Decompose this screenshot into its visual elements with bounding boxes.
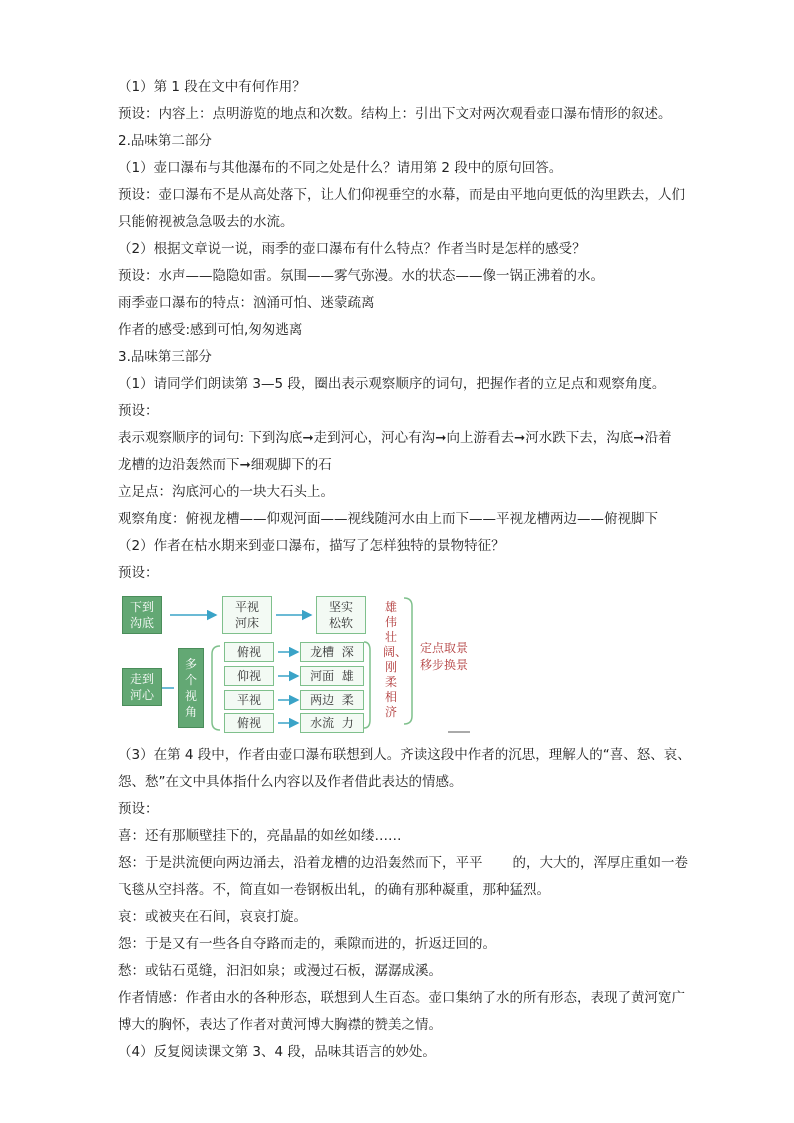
answer-2-2: 预设：水声——隐隐如雷。氛围——雾气弥漫。水的状态——像一锅正沸着的水。 bbox=[118, 268, 604, 284]
rainy-season-features: 雨季壶口瀑布的特点：汹涌可怕、迷蒙疏离 bbox=[118, 295, 375, 311]
author-emotion-line2: 博大的胸怀，表达了作者对黄河博大胸襟的赞美之情。 bbox=[118, 1017, 442, 1033]
preset-label-3: 预设： bbox=[118, 801, 159, 817]
scenery-diagram bbox=[118, 590, 478, 735]
anger-text-line1: 怒：于是洪流便向两边涌去，沿着龙槽的边沿轰然而下，平平 的，大大的，浑厚庄重如一卷 bbox=[118, 855, 689, 871]
box-multiple-angles: 多个视角 bbox=[178, 648, 204, 728]
answer-2-1-line1: 预设：壶口瀑布不是从高处落下，让人们仰视垂空的水幕，而是由平地向更低的沟里跌去，人们 bbox=[118, 187, 685, 203]
result-3: 两边 柔 bbox=[300, 690, 364, 710]
observation-angle: 观察角度：俯视龙槽——仰观河面——视线随河水由上而下——平视龙槽两边——俯视脚下 bbox=[118, 511, 658, 527]
worry-text: 愁：或钻石觅缝，汩汩如泉；或漫过石板，潺潺成溪。 bbox=[118, 963, 442, 979]
summary-vertical: 雄伟壮阔、刚柔相济 bbox=[383, 600, 408, 719]
view-3: 平视 bbox=[224, 690, 274, 710]
section-3-heading: 3.品味第三部分 bbox=[118, 349, 212, 365]
answer-1-1: 预设：内容上：点明游览的地点和次数。结构上：引出下文对两次观看壶口瀑布情形的叙述。 bbox=[118, 106, 672, 122]
summary-right: 定点取景 移步换景 bbox=[420, 641, 469, 672]
question-3-3-line2: 怨、愁”在文中具体指什么内容以及作者借此表达的情感。 bbox=[118, 774, 463, 790]
question-3-4: （4）反复阅读课文第 3、4 段，品味其语言的妙处。 bbox=[118, 1044, 436, 1060]
standpoint: 立足点：沟底河心的一块大石头上。 bbox=[118, 484, 334, 500]
box-level-riverbed: 平视 河床 bbox=[222, 596, 272, 634]
question-3-1: （1）请同学们朗读第 3—5 段，圈出表示观察顺序的词句，把握作者的立足点和观察角度。 bbox=[118, 376, 666, 392]
preset-label-2: 预设： bbox=[118, 565, 159, 581]
result-1: 龙槽 深 bbox=[300, 642, 364, 662]
view-2: 仰视 bbox=[224, 666, 274, 686]
preset-label: 预设： bbox=[118, 403, 159, 419]
question-3-3-line1: （3）在第 4 段中，作者由壶口瀑布联想到人。齐读这段中作者的沉思，理解人的“喜、怒、哀、 bbox=[118, 747, 691, 763]
joy-text: 喜：还有那顺壁挂下的，亮晶晶的如丝如缕…… bbox=[118, 828, 402, 844]
observation-order-line1: 表示观察顺序的词句: 下到沟底➞走到河心，河心有沟➞向上游看去➞河水跌下去，沟底➞沿着 bbox=[118, 430, 672, 446]
question-2-2: （2）根据文章说一说，雨季的壶口瀑布有什么特点？作者当时是怎样的感受？ bbox=[118, 241, 586, 257]
view-4: 俯视 bbox=[224, 713, 274, 733]
box-down-to-gully: 下到 沟底 bbox=[122, 596, 162, 634]
view-1: 俯视 bbox=[224, 642, 274, 662]
question-1-1: （1）第 1 段在文中有何作用？ bbox=[118, 79, 306, 95]
question-2-1: （1）壶口瀑布与其他瀑布的不同之处是什么？请用第 2 段中的原句回答。 bbox=[118, 160, 563, 176]
question-3-2: （2）作者在枯水期来到壶口瀑布，描写了怎样独特的景物特征？ bbox=[118, 538, 505, 554]
answer-2-1-line2: 只能俯视被急急吸去的水流。 bbox=[118, 214, 294, 230]
sorrow-text: 哀：或被夹在石间，哀哀打旋。 bbox=[118, 909, 307, 925]
box-walk-to-river-center: 走到 河心 bbox=[122, 668, 162, 706]
result-4: 水流 力 bbox=[300, 713, 364, 733]
result-2: 河面 雄 bbox=[300, 666, 364, 686]
box-solid-soft: 坚实 松软 bbox=[316, 596, 366, 634]
observation-order-line2: 龙槽的边沿轰然而下➞细观脚下的石 bbox=[118, 457, 332, 473]
resentment-text: 怨：于是又有一些各自夺路而走的，乘隙而进的，折返迂回的。 bbox=[118, 936, 496, 952]
author-emotion-line1: 作者情感：作者由水的各种形态，联想到人生百态。壶口集纳了水的所有形态，表现了黄河宽广 bbox=[118, 990, 685, 1006]
author-feeling: 作者的感受:感到可怕,匆匆逃离 bbox=[118, 322, 303, 338]
section-2-heading: 2.品味第二部分 bbox=[118, 133, 212, 149]
anger-text-line2: 飞毯从空抖落。不，简直如一卷钢板出轧，的确有那种凝重，那种猛烈。 bbox=[118, 882, 550, 898]
